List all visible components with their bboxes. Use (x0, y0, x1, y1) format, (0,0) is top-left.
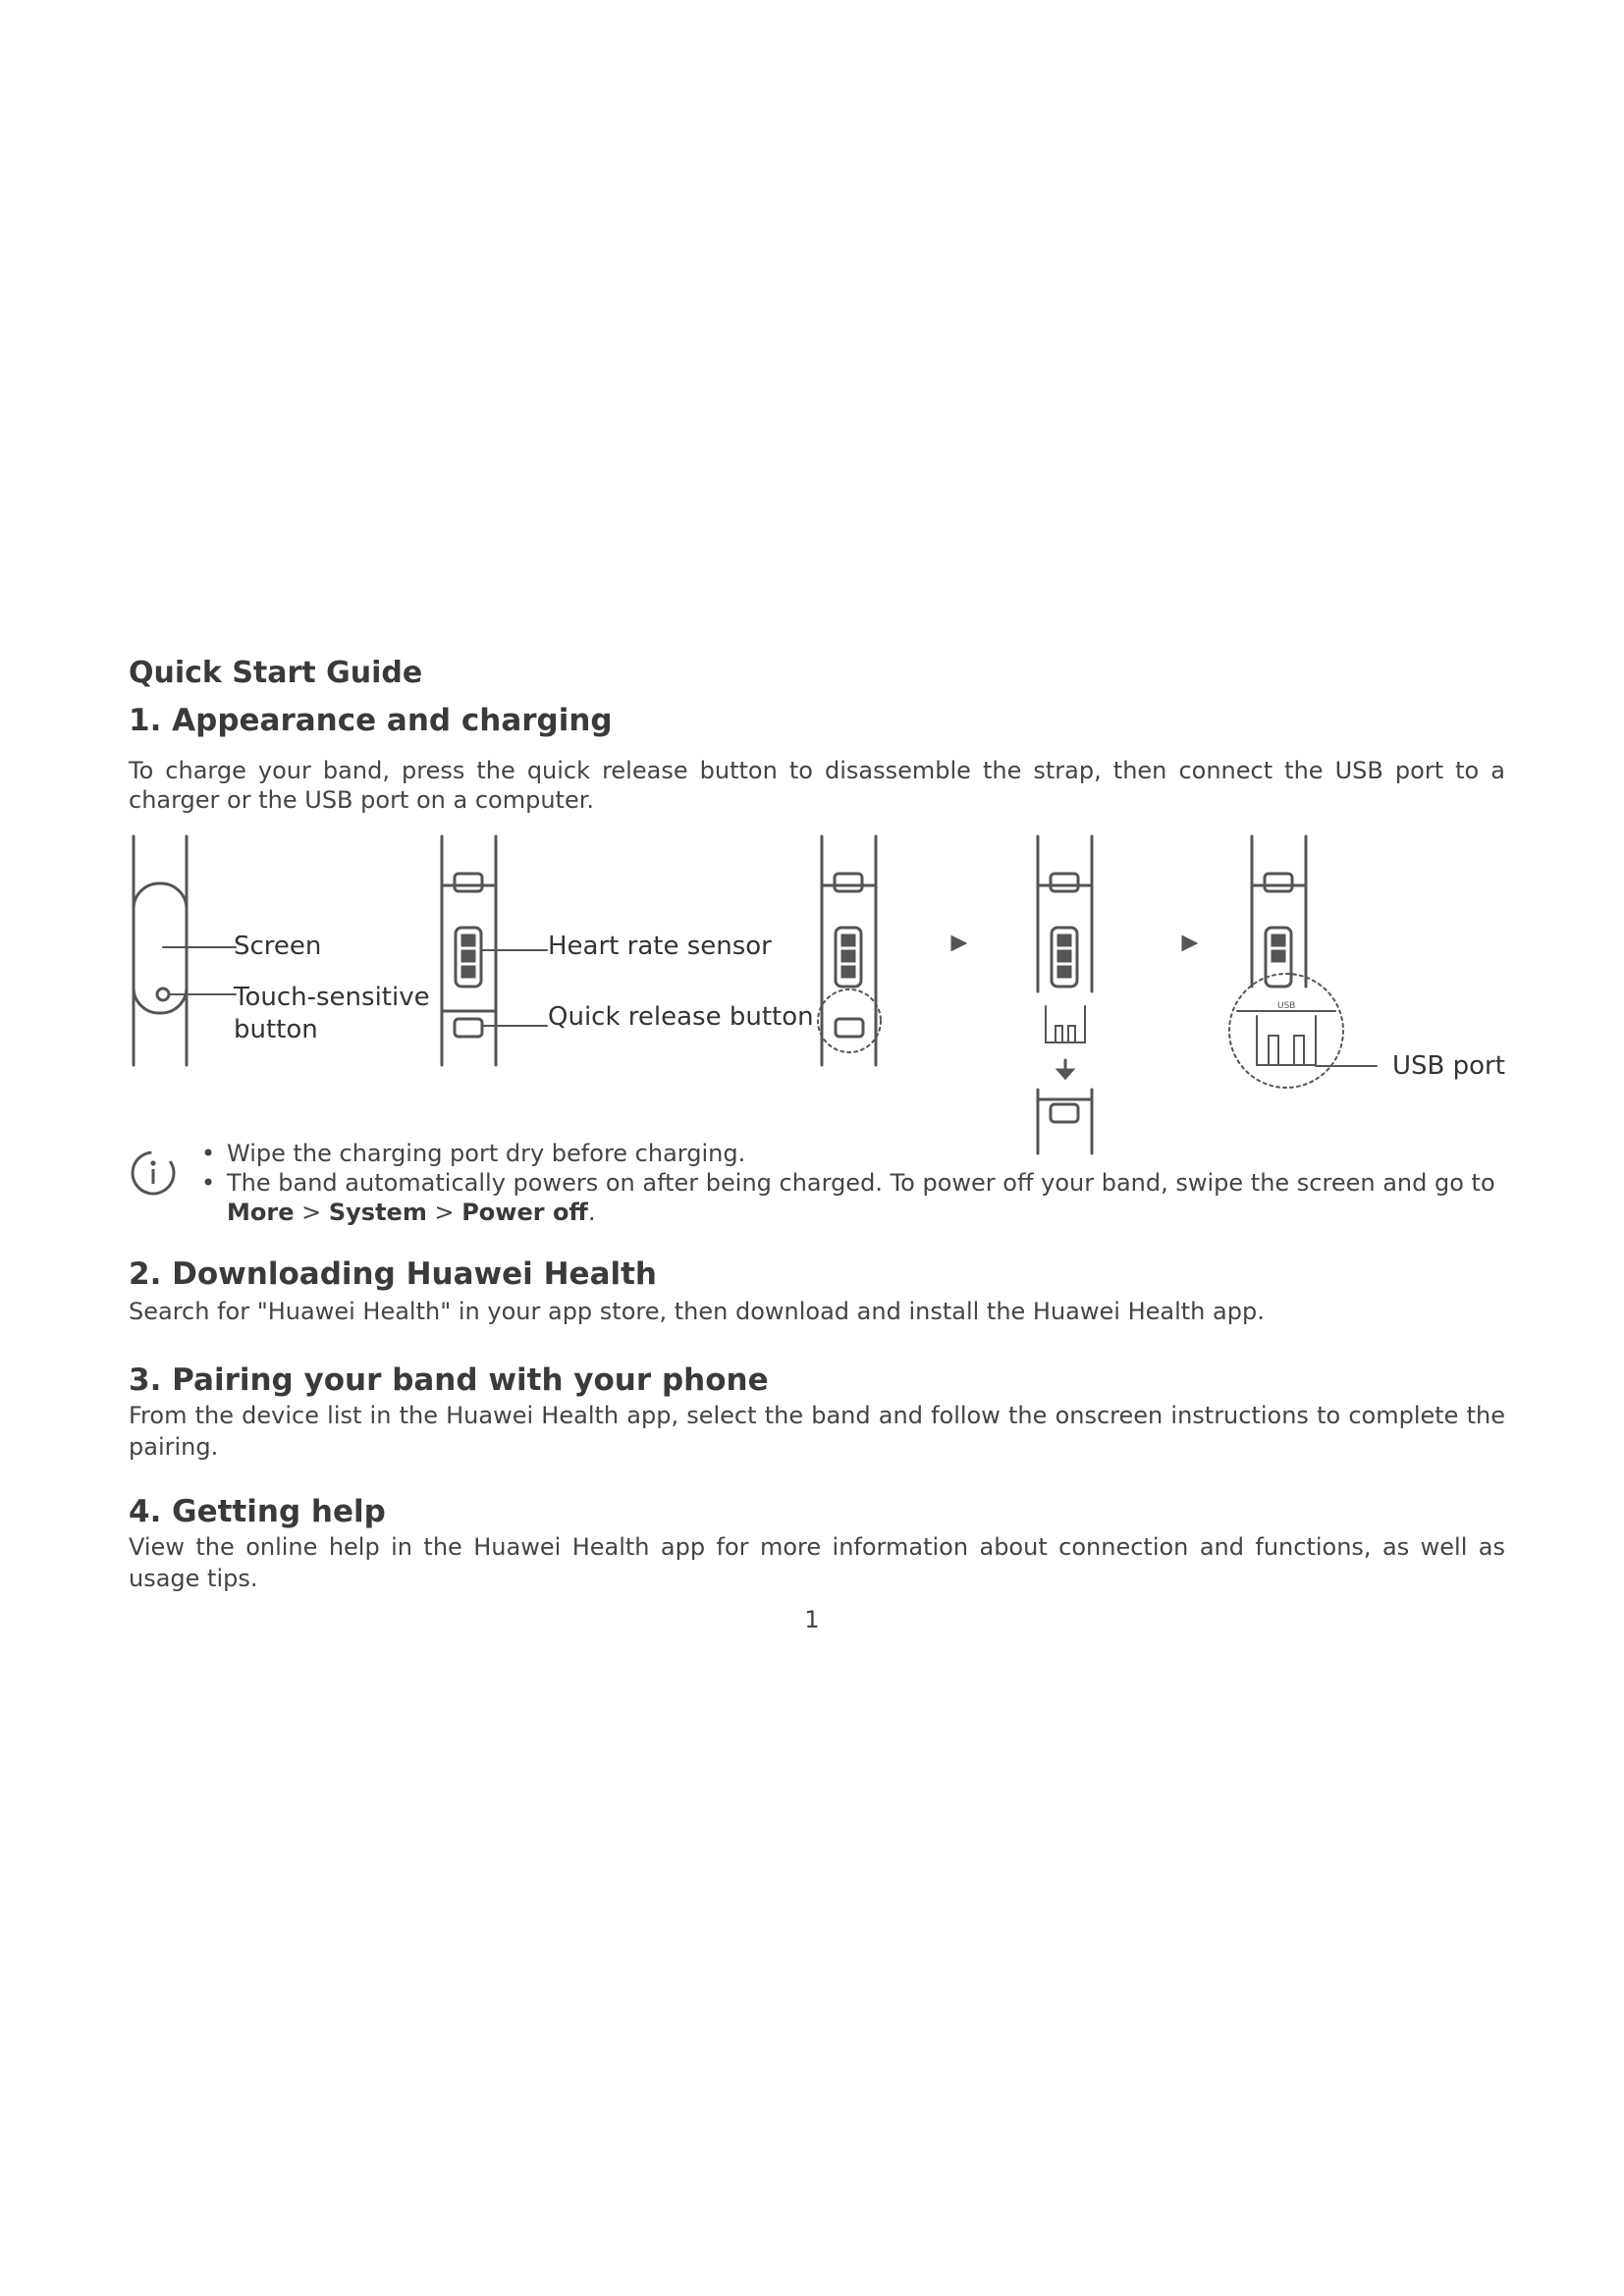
note-text: Wipe the charging port dry before charging. (227, 1140, 746, 1167)
section-1-body: To charge your band, press the quick release button to disassemble the strap, then connect the USB port to a charger or the USB port on a computer. (129, 757, 1505, 814)
section-4-body: View the online help in the Huawei Health app for more information about connection and functions, as well as usage tips. (129, 1533, 1505, 1592)
guide-title: Quick Start Guide (129, 656, 423, 690)
label-heart-rate-sensor: Heart rate sensor (548, 932, 772, 961)
notes-block (129, 1139, 1505, 1237)
note-item (197, 1139, 1505, 1168)
usb-stamp: USB (1277, 1001, 1296, 1011)
band-detach-view (1038, 836, 1092, 1153)
section-3-body: From the device list in the Huawei Health app, select the band and follow the onscreen instructions to complete the pairing. (129, 1402, 1505, 1461)
section-3-heading: 3. Pairing your band with your phone (129, 1362, 769, 1398)
band-release-view (818, 836, 881, 1065)
menu-path-system: System (328, 1199, 427, 1226)
path-end: . (587, 1199, 596, 1226)
section-1-heading: 1. Appearance and charging (129, 703, 613, 738)
label-touch-button-line2: button (234, 1015, 318, 1044)
label-usb-port: USB port (1392, 1051, 1505, 1081)
notes-list (197, 1139, 1505, 1227)
menu-path-more: More (227, 1199, 295, 1226)
section-2-body: Search for "Huawei Health" in your app store, then download and install the Huawei Health app. (129, 1298, 1265, 1325)
label-screen: Screen (234, 932, 322, 961)
band-illustration (118, 825, 1522, 1158)
arrow-right-icon (952, 937, 964, 949)
note-item (197, 1168, 1505, 1227)
section-4-heading: 4. Getting help (129, 1494, 386, 1529)
info-icon (129, 1148, 178, 1198)
note-text: The band automatically powers on after being charged. To power off your band, swipe the screen and go to (227, 1169, 1495, 1197)
label-touch-button-line1: Touch-sensitive (234, 983, 430, 1012)
arrow-down-icon (1058, 1070, 1072, 1078)
section-2-heading: 2. Downloading Huawei Health (129, 1256, 658, 1292)
menu-path-power-off: Power off (461, 1199, 588, 1226)
band-usb-view (1229, 836, 1377, 1088)
path-separator: > (426, 1199, 462, 1226)
label-quick-release-button: Quick release button (548, 1002, 814, 1032)
page-number: 1 (804, 1606, 820, 1633)
band-side-view (134, 836, 236, 1065)
band-back-view (442, 836, 547, 1065)
arrow-right-icon (1183, 937, 1195, 949)
touch-button-dot (157, 988, 169, 1000)
path-separator: > (294, 1199, 329, 1226)
